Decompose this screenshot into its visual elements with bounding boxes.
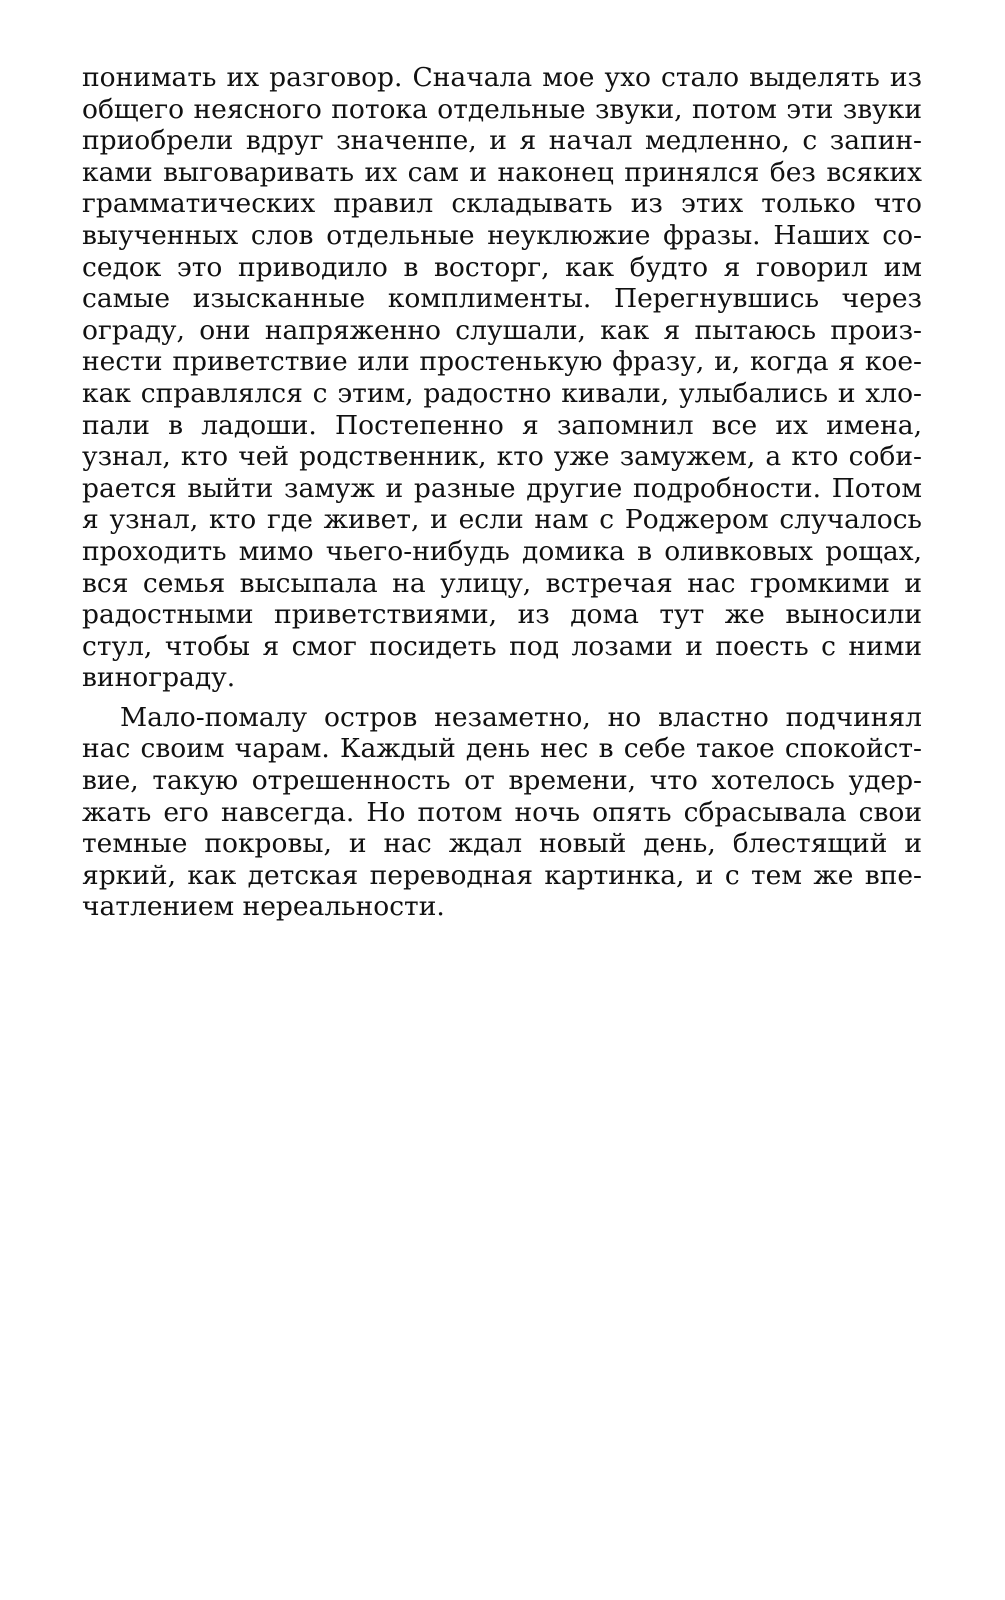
text-line: нести приветствие или простенькую фразу, и, когда я кое- [82, 346, 922, 378]
text-line: чатлением нереальности. [82, 891, 445, 923]
text-line: узнал, кто чей родственник, кто уже замужем, а кто соби- [82, 441, 922, 473]
text-line: грамматических правил складывать из этих только что [82, 188, 922, 220]
text-line: приобрели вдруг значенпе, и я начал медленно, с запин- [82, 125, 922, 157]
text-line: седок это приводило в восторг, как будто я говорил им [82, 251, 922, 283]
text-line: выученных слов отдельные неуклюжие фразы. Наших со- [82, 219, 922, 251]
text-line: яркий, как детская переводная картинка, и с тем же впе- [82, 859, 922, 891]
text-line: вие, такую отрешенность от времени, что хотелось удер- [82, 765, 922, 797]
text-line: Мало-помалу остров незаметно, но властно подчинял [120, 701, 922, 733]
text-line: жать его навсегда. Но потом ночь опять сбрасывала свои [82, 796, 922, 828]
text-line: вся семья высыпала на улицу, встречая нас громкими и [82, 567, 922, 599]
text-line: проходить мимо чьего-нибудь домика в оливковых рощах, [82, 535, 922, 567]
text-line: рается выйти замуж и разные другие подробности. Потом [82, 472, 922, 504]
text-line: винограду. [82, 662, 236, 694]
text-line: ограду, они напряженно слушали, как я пытаюсь произ- [82, 314, 922, 346]
paragraph-1 [82, 62, 922, 694]
text-line: пали в ладоши. Постепенно я запомнил все их имена, [82, 409, 922, 441]
text-line: темные покровы, и нас ждал новый день, блестящий и [82, 828, 922, 860]
paragraph-2 [82, 702, 922, 923]
text-line: понимать их разговор. Сначала мое ухо стало выделять из [82, 62, 922, 93]
text-line: нас своим чарам. Каждый день нес в себе такое спокойст- [82, 733, 922, 765]
text-line: радостными приветствиями, из дома тут же выносили [82, 599, 922, 631]
text-line: я узнал, кто где живет, и если нам с Роджером случалось [82, 504, 922, 536]
text-line: самые изысканные комплименты. Перегнувшись через [82, 283, 922, 315]
book-page [82, 62, 922, 923]
text-line: общего неясного потока отдельные звуки, потом эти звуки [82, 93, 922, 125]
text-line: ками выговаривать их сам и наконец принялся без всяких [82, 156, 922, 188]
text-line: стул, чтобы я смог посидеть под лозами и поесть с ними [82, 630, 922, 662]
text-line: как справлялся с этим, радостно кивали, улыбались и хло- [82, 377, 922, 409]
